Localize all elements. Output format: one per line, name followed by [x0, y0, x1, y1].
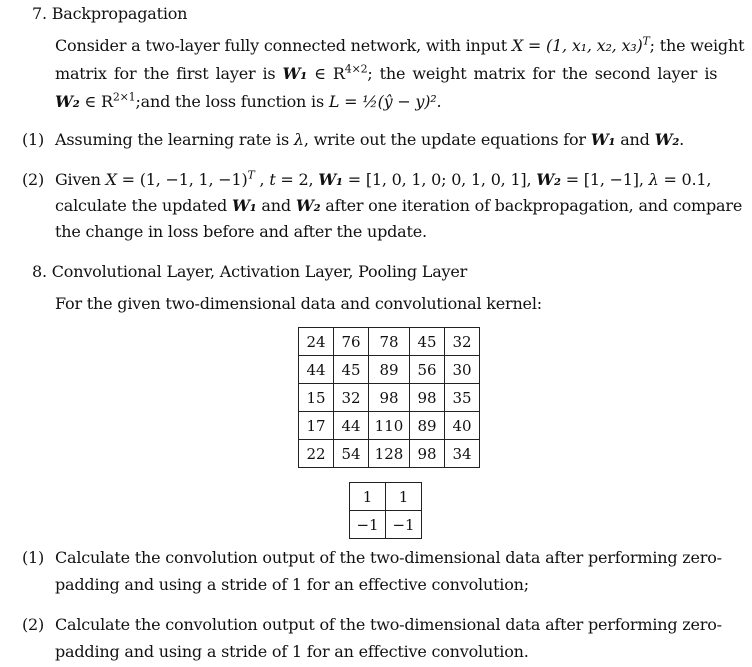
- kernel-matrix-cell: 1: [350, 483, 386, 511]
- kernel-matrix-row: [350, 511, 422, 539]
- q7-intro-1-text-b: ; the weight: [649, 36, 745, 55]
- q7-part-1-w1: W₁: [590, 130, 616, 149]
- q7-intro-line-2: [55, 64, 717, 84]
- q8-part-2-line-2: padding and using a stride of 1 for an effective convolution.: [55, 642, 529, 661]
- q7-part-2-t: t: [269, 170, 276, 189]
- q8-intro: For the given two-dimensional data and convolutional kernel:: [55, 294, 542, 313]
- q7-part-2-text-a: Given: [54, 170, 106, 189]
- q7-input-vector: X = (1, x₁, x₂, x₃): [511, 36, 643, 55]
- data-matrix-cell: 30: [445, 356, 480, 384]
- data-matrix-row: [299, 328, 480, 356]
- data-matrix-cell: 76: [334, 328, 369, 356]
- q7-part-1-lambda: λ: [293, 130, 304, 149]
- q7-part-2-line-2-text-c: after one iteration of backpropagation, and compare: [320, 196, 743, 215]
- q7-part-1-w2: W₂: [654, 130, 680, 149]
- data-matrix-cell: 98: [410, 440, 445, 468]
- q7-part-2-line-2-w1: W₁: [231, 196, 257, 215]
- data-matrix-cell: 110: [369, 412, 410, 440]
- data-matrix-cell: 56: [410, 356, 445, 384]
- data-matrix-cell: 89: [369, 356, 410, 384]
- kernel-matrix-cell: 1: [386, 483, 422, 511]
- kernel-matrix-cell: −1: [350, 511, 386, 539]
- q7-intro-3-text-b: ;and the loss function is: [135, 92, 329, 111]
- data-matrix-cell: 32: [334, 384, 369, 412]
- q8-part-2-line-1: [22, 615, 722, 635]
- q8-heading: 8. Convolutional Layer, Activation Layer, Pooling Layer: [32, 262, 468, 281]
- kernel-matrix-row: [350, 483, 422, 511]
- q7-intro-3-text-a: ∈ R: [79, 92, 113, 111]
- q8-part-2-text-1: Calculate the convolution output of the two-dimensional data after performing zero-: [54, 615, 722, 634]
- data-matrix-cell: 98: [410, 384, 445, 412]
- data-matrix-cell: 78: [369, 328, 410, 356]
- q7-intro-2-text-a: matrix for the first layer is: [55, 64, 283, 83]
- data-matrix-cell: 54: [334, 440, 369, 468]
- data-matrix-cell: 128: [369, 440, 410, 468]
- q7-part-1: [22, 130, 684, 150]
- data-matrix-cell: 34: [445, 440, 480, 468]
- q7-w2-symbol: W₂: [55, 92, 80, 111]
- q7-part-2-line-3: the change in loss before and after the update.: [55, 222, 427, 241]
- data-matrix-row: [299, 356, 480, 384]
- q7-w1-dimension: 4×2: [344, 62, 368, 76]
- q7-part-1-and: and: [615, 130, 655, 149]
- q7-intro-line-1: [55, 36, 744, 56]
- q8-part-2-label: (2): [22, 615, 45, 634]
- q7-part-2-line-2-text-a: calculate the updated: [55, 196, 232, 215]
- q7-part-2-text-d: = 2,: [275, 170, 319, 189]
- q7-part-2-text-e: = [1, 0, 1, 0; 0, 1, 0, 1],: [342, 170, 537, 189]
- q8-part-1-line-2: padding and using a stride of 1 for an effective convolution;: [55, 575, 529, 594]
- q8-part-1-label: (1): [22, 548, 45, 567]
- q7-part-1-text-a: Assuming the learning rate is: [54, 130, 294, 149]
- q7-part-2-line-2: [55, 196, 742, 216]
- q7-intro-line-3: [55, 92, 441, 112]
- data-matrix-row: [299, 440, 480, 468]
- q7-part-1-label: (1): [22, 130, 45, 149]
- q7-part-1-end: .: [679, 130, 685, 149]
- kernel-matrix-cell: −1: [386, 511, 422, 539]
- data-matrix-cell: 89: [410, 412, 445, 440]
- q7-part-2-text-g: = 0.1,: [658, 170, 712, 189]
- data-matrix-cell: 24: [299, 328, 334, 356]
- q7-part-2-text-b: = (1, −1, 1, −1): [116, 170, 248, 189]
- q7-part-2-text-f: = [1, −1],: [560, 170, 649, 189]
- q7-part-2-x: X: [105, 170, 117, 189]
- kernel-matrix-table: [349, 482, 422, 539]
- data-matrix-row: [299, 412, 480, 440]
- data-matrix-cell: 40: [445, 412, 480, 440]
- q7-part-2-label: (2): [22, 170, 45, 189]
- q7-w1-symbol: W₁: [282, 64, 308, 83]
- data-matrix-cell: 45: [334, 356, 369, 384]
- q7-part-2-transpose: T: [247, 168, 255, 182]
- data-matrix-cell: 35: [445, 384, 480, 412]
- q7-intro-2-text-c: ; the weight matrix for the second layer is: [367, 64, 718, 83]
- q7-heading: 7. Backpropagation: [32, 4, 188, 23]
- data-matrix-cell: 98: [369, 384, 410, 412]
- data-matrix-table: [298, 327, 480, 468]
- data-matrix-cell: 44: [299, 356, 334, 384]
- q7-part-2-line-1: [22, 170, 711, 190]
- q7-transpose-mark: T: [642, 34, 650, 48]
- q7-intro-1-text-a: Consider a two-layer fully connected network, with input: [55, 36, 512, 55]
- q7-loss-function: L = ½(ŷ − y)².: [328, 92, 442, 111]
- q8-part-1-text-1: Calculate the convolution output of the two-dimensional data after performing zero-: [54, 548, 722, 567]
- q7-part-2-text-c: ,: [254, 170, 270, 189]
- q7-part-2-w1: W₁: [318, 170, 343, 189]
- data-matrix-row: [299, 384, 480, 412]
- data-matrix-cell: 32: [445, 328, 480, 356]
- data-matrix-cell: 22: [299, 440, 334, 468]
- data-matrix-cell: 44: [334, 412, 369, 440]
- data-matrix-cell: 17: [299, 412, 334, 440]
- data-matrix-cell: 15: [299, 384, 334, 412]
- q7-part-2-w2: W₂: [536, 170, 561, 189]
- q7-part-1-text-b: , write out the update equations for: [303, 130, 591, 149]
- data-matrix-cell: 45: [410, 328, 445, 356]
- q7-intro-2-text-b: ∈ R: [307, 64, 345, 83]
- q7-part-2-lambda: λ: [648, 170, 659, 189]
- q7-part-2-line-2-w2: W₂: [295, 196, 321, 215]
- q8-part-1-line-1: [22, 548, 722, 568]
- q7-w2-dimension: 2×1: [112, 90, 136, 104]
- q7-part-2-line-2-text-b: and: [256, 196, 296, 215]
